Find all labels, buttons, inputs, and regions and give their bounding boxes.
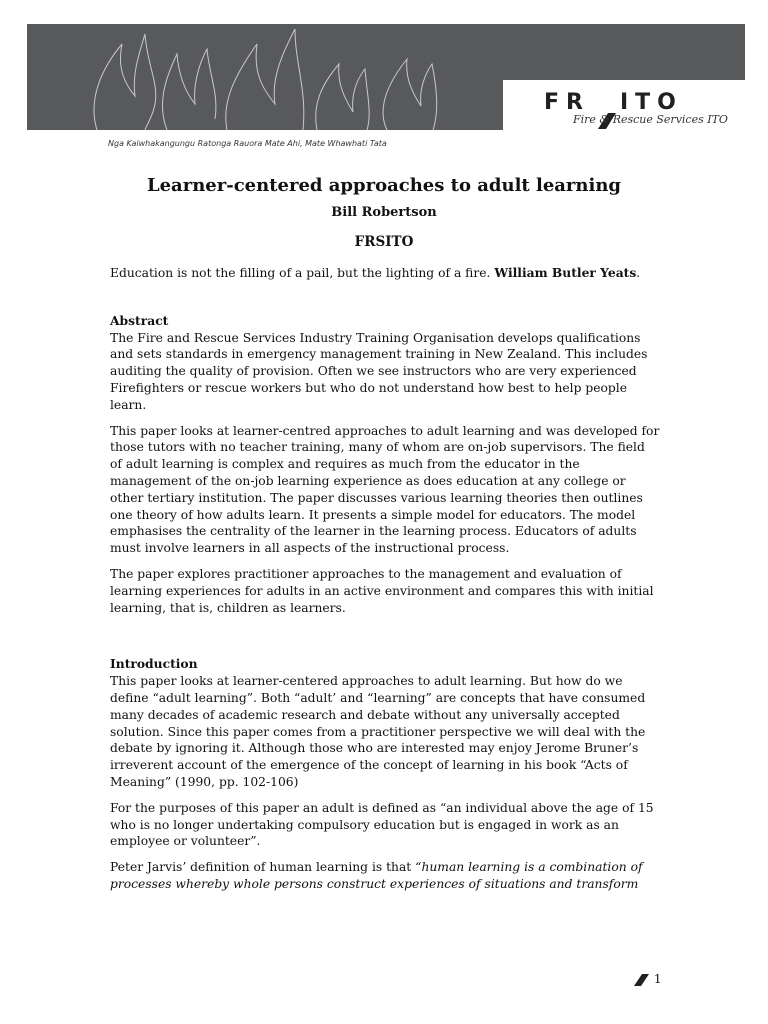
document-author: Bill Robertson xyxy=(331,205,437,220)
abstract-paragraph-2: This paper looks at learner-centred approaches to adult learning and was developed for those tutors with no teacher training, many of whom are on-job supervisors. The field of adult learning is complex and requires as much from the educator in the management of the on-job learning experience as does education at any college or other tertiary institution. The paper discusses various learning theories then outlines one theory of how adults learn. It presents a simple model for educators. The model emphasises the centrality of the learner in the learning process. Educators of adults must involve learners in all aspects of the instructional process. xyxy=(110,423,660,556)
logo-slash-icon xyxy=(632,973,650,987)
document-body xyxy=(110,265,660,902)
page-number: 1 xyxy=(653,972,662,986)
maori-tagline: Nga Kaiwhakangungu Ratonga Rauora Mate Ahi, Mate Whawhati Tata xyxy=(108,139,387,148)
intro-paragraph-2: For the purposes of this paper an adult is defined as “an individual above the age of 15 who is no longer undertaking compulsory education but is engaged in work as an employee or volunteer”. xyxy=(110,800,654,849)
epigraph-text: Education is not the filling of a pail, but the lighting of a fire. xyxy=(110,266,495,280)
logo-subtitle: Fire & Rescue Services ITO xyxy=(573,113,728,126)
introduction-heading: Introduction xyxy=(110,656,198,672)
intro-paragraph-3-text: Peter Jarvis’ definition of human learning is that xyxy=(110,860,416,875)
epigraph-author: William Butler Yeats xyxy=(494,265,637,280)
document-organization: FRSITO xyxy=(354,234,414,250)
header-banner xyxy=(27,24,745,130)
abstract-heading: Abstract xyxy=(110,312,169,328)
abstract-paragraph-3: The paper explores practitioner approaches to the management and evaluation of learning experiences for adults in an active environment and compares this with initial learning, that is, children as learners. xyxy=(110,566,654,615)
intro-paragraph-1: This paper looks at learner-centered approaches to adult learning. But how do we define “adult learning”. Both “adult’ and “learning” are concepts that have consumed many decades of academic research and debate without any universally accepted solution. Since this paper comes from a practitioner perspective we will deal with the debate by ignoring it. Although those who are interested may enjoy Jerome Bruner’s irreverent account of the emergence of the concept of learning in his book “Acts of Meaning” (1990, pp. 102-106) xyxy=(110,674,646,789)
intro-paragraph-3 xyxy=(110,859,660,893)
section-spacer xyxy=(110,625,660,656)
page-footer xyxy=(632,972,661,987)
epigraph xyxy=(110,265,660,282)
epigraph-end: . xyxy=(636,266,641,280)
jarvis-quote: “human learning is a combination of processes whereby whole persons construct experiences of situations and transform xyxy=(110,860,643,891)
frsito-logo: FR ITO xyxy=(544,90,683,115)
abstract-paragraph-1: The Fire and Rescue Services Industry Training Organisation develops qualifications and sets standards in emergency management training in New Zealand. This includes auditing the quality of provision. Often we see instructors who are very experienced Firefighters or rescue workers but who do not understand how best to help people learn. xyxy=(110,330,648,412)
document-title: Learner-centered approaches to adult learning xyxy=(146,175,622,196)
logo-panel xyxy=(503,80,745,130)
